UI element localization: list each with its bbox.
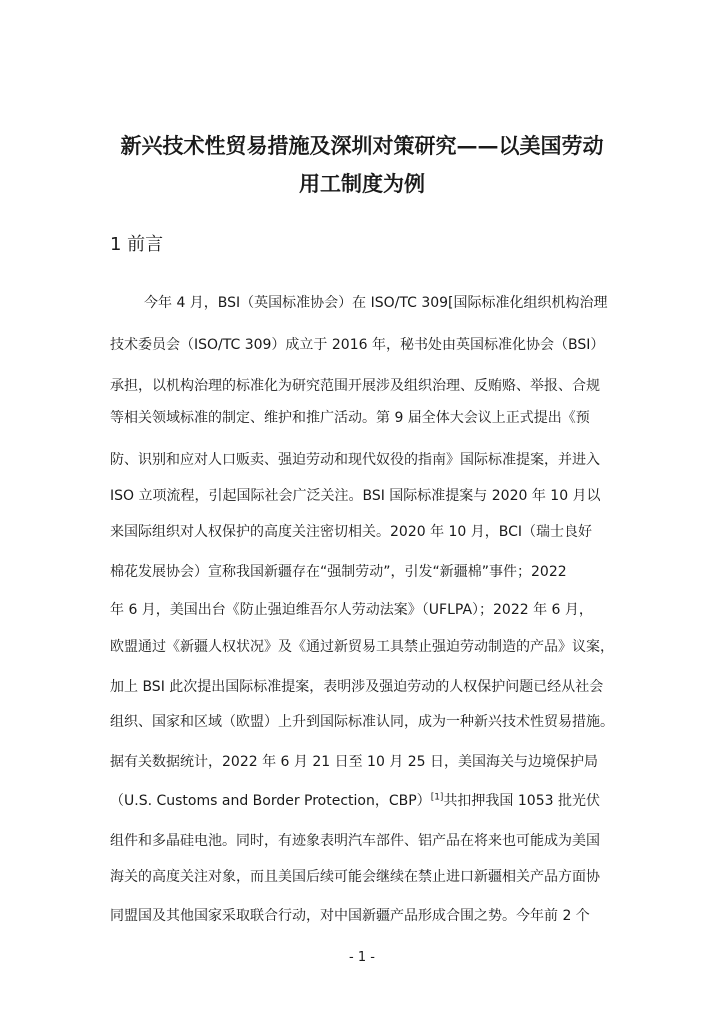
body-line: 来国际组织对人权保护的高度关注密切相关。2020 年 10 月，BCI（瑞士良好 bbox=[110, 524, 593, 540]
body-line: 等相关领域标准的制定、维护和推广活动。第 9 届全体大会议上正式提出《预 bbox=[110, 410, 590, 426]
body-line: 防、识别和应对人口贩卖、强迫劳动和现代奴役的指南》国际标准提案，并进入 bbox=[110, 452, 600, 468]
body-line: 承担，以机构治理的标准化为研究范围开展涉及组织治理、反贿赂、举报、合规 bbox=[110, 378, 600, 394]
document-title-line-2: 用工制度为例 bbox=[299, 171, 425, 196]
body-line: 今年 4 月，BSI（英国标准协会）在 ISO/TC 309[国际标准化组织机构治理 bbox=[144, 295, 608, 311]
body-line: 加上 BSI 此次提出国际标准提案，表明涉及强迫劳动的人权保护问题已经从社会 bbox=[110, 679, 604, 695]
document-title-line-1: 新兴技术性贸易措施及深圳对策研究——以美国劳动 bbox=[120, 133, 604, 158]
body-line: 技术委员会（ISO/TC 309）成立于 2016 年，秘书处由英国标准化协会（BSI） bbox=[110, 337, 605, 353]
body-text-segment: （U.S. Customs and Border Protection，CBP） bbox=[110, 793, 431, 809]
body-line: 棉花发展协会）宣称我国新疆存在“强制劳动”，引发“新疆棉”事件；2022 bbox=[110, 564, 567, 580]
body-line: 同盟国及其他国家采取联合行动，对中国新疆产品形成合围之势。今年前 2 个 bbox=[110, 908, 590, 924]
section-heading: 1 前言 bbox=[110, 234, 164, 255]
body-line: ISO 立项流程，引起国际社会广泛关注。BSI 国际标准提案与 2020 年 10 月以 bbox=[110, 488, 601, 504]
body-text-segment: 共扣押我国 1053 批光伏 bbox=[443, 793, 600, 809]
body-line: 海关的高度关注对象，而且美国后续可能会继续在禁止进口新疆相关产品方面协 bbox=[110, 869, 600, 885]
body-line: 据有关数据统计，2022 年 6 月 21 日至 10 月 25 日，美国海关与边境保护局 bbox=[110, 754, 599, 770]
page-number: - 1 - bbox=[349, 950, 375, 965]
body-line: 欧盟通过《新疆人权状况》及《通过新贸易工具禁止强迫劳动制造的产品》议案， bbox=[110, 639, 614, 655]
body-line: 年 6 月，美国出台《防止强迫维吾尔人劳动法案》（UFLPA）；2022 年 6 月， bbox=[110, 602, 593, 618]
body-line: 组件和多晶硅电池。同时，有迹象表明汽车部件、铝产品在将来也可能成为美国 bbox=[110, 833, 600, 849]
body-line-with-citation bbox=[110, 791, 600, 811]
body-line: 组织、国家和区域（欧盟）上升到国际标准认同，成为一种新兴技术性贸易措施。 bbox=[110, 714, 614, 730]
citation-reference[interactable]: [1] bbox=[430, 792, 444, 803]
